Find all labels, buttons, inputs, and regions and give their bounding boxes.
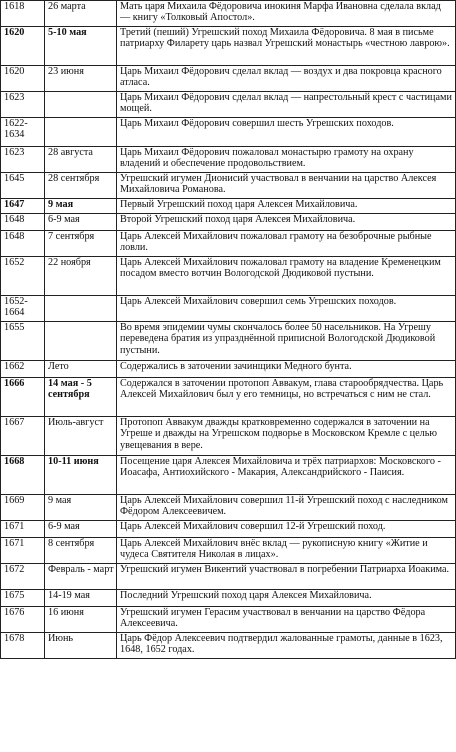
date-cell: 5-10 мая (45, 27, 117, 66)
year-cell: 1655 (1, 322, 45, 361)
event-cell: Первый Угрешский поход царя Алексея Михайловича. (117, 199, 456, 214)
event-cell: Царь Алексей Михайлович совершил 12-й Угрешский поход. (117, 521, 456, 538)
table-row (1, 538, 456, 564)
table-row (1, 173, 456, 199)
table-row (1, 361, 456, 378)
table-row (1, 456, 456, 495)
event-cell: Угрешский игумен Дионисий участвовал в венчании на царство Алексея Михайловича Романова. (117, 173, 456, 199)
event-cell: Царь Алексей Михайлович совершил семь Угрешских походов. (117, 296, 456, 322)
table-row (1, 27, 456, 66)
event-cell: Царь Фёдор Алексеевич подтвердил жалованные грамоты, данные в 1623, 1648, 1652 годах. (117, 633, 456, 659)
event-cell: Царь Алексей Михайлович внёс вклад — рукописную книгу «Житие и чудеса Святителя Николая в лицах». (117, 538, 456, 564)
date-cell: Лето (45, 361, 117, 378)
year-cell: 1676 (1, 607, 45, 633)
date-cell (45, 296, 117, 322)
year-cell: 1672 (1, 564, 45, 590)
year-cell: 1652-1664 (1, 296, 45, 322)
table-row (1, 118, 456, 147)
date-cell: Июль-август (45, 417, 117, 456)
event-cell: Последний Угрешский поход царя Алексея Михайловича. (117, 590, 456, 607)
event-cell: Царь Алексей Михайлович пожаловал грамоту на безоброчные рыбные ловли. (117, 231, 456, 257)
date-cell: 14-19 мая (45, 590, 117, 607)
year-cell: 1669 (1, 495, 45, 521)
year-cell: 1668 (1, 456, 45, 495)
table-row (1, 1, 456, 27)
date-cell (45, 92, 117, 118)
date-cell: Февраль - март (45, 564, 117, 590)
table-row (1, 92, 456, 118)
event-cell: Содержались в заточении зачинщики Медного бунта. (117, 361, 456, 378)
year-cell: 1623 (1, 92, 45, 118)
year-cell: 1645 (1, 173, 45, 199)
year-cell: 1667 (1, 417, 45, 456)
table-row (1, 296, 456, 322)
table-row (1, 521, 456, 538)
event-cell: Мать царя Михаила Фёдоровича инокиня Марфа Ивановна сделала вклад — книгу «Толковый Апостол». (117, 1, 456, 27)
date-cell (45, 118, 117, 147)
year-cell: 1671 (1, 521, 45, 538)
table-row (1, 147, 456, 173)
table-row (1, 378, 456, 417)
year-cell: 1620 (1, 27, 45, 66)
table-row (1, 607, 456, 633)
table-row (1, 257, 456, 296)
table-row (1, 66, 456, 92)
date-cell: 22 ноября (45, 257, 117, 296)
date-cell: 14 мая - 5 сентября (45, 378, 117, 417)
chronology-table-body (1, 1, 456, 659)
year-cell: 1666 (1, 378, 45, 417)
date-cell: 9 мая (45, 199, 117, 214)
date-cell: 23 июня (45, 66, 117, 92)
year-cell: 1618 (1, 1, 45, 27)
event-cell: Второй Угрешский поход царя Алексея Михайловича. (117, 214, 456, 231)
table-row (1, 417, 456, 456)
event-cell: Протопоп Аввакум дважды кратковременно содержался в заточении на Угреше и дважды на Угрешском подворье в Московском Кремле с целью увещевания в вере. (117, 417, 456, 456)
event-cell: Царь Михаил Фёдорович сделал вклад — воздух и два покровца красного атласа. (117, 66, 456, 92)
date-cell: 8 сентября (45, 538, 117, 564)
date-cell (45, 322, 117, 361)
year-cell: 1652 (1, 257, 45, 296)
event-cell: Царь Михаил Фёдорович совершил шесть Угрешских походов. (117, 118, 456, 147)
table-row (1, 322, 456, 361)
year-cell: 1662 (1, 361, 45, 378)
date-cell: 7 сентября (45, 231, 117, 257)
table-row (1, 633, 456, 659)
event-cell: Царь Михаил Фёдорович пожаловал монастырю грамоту на охрану владений и обеспечение продовольствием. (117, 147, 456, 173)
year-cell: 1648 (1, 231, 45, 257)
event-cell: Угрешский игумен Викентий участвовал в погребении Патриарха Иоакима. (117, 564, 456, 590)
date-cell: Июнь (45, 633, 117, 659)
year-cell: 1620 (1, 66, 45, 92)
date-cell: 10-11 июня (45, 456, 117, 495)
year-cell: 1623 (1, 147, 45, 173)
table-row (1, 495, 456, 521)
date-cell: 28 августа (45, 147, 117, 173)
event-cell: Угрешский игумен Герасим участвовал в венчании на царство Фёдора Алексеевича. (117, 607, 456, 633)
date-cell: 9 мая (45, 495, 117, 521)
date-cell: 6-9 мая (45, 214, 117, 231)
event-cell: Третий (пеший) Угрешский поход Михаила Фёдоровича. 8 мая в письме патриарху Филарету царь назвал Угрешский монастырь «честною лаврою». (117, 27, 456, 66)
table-row (1, 231, 456, 257)
table-row (1, 590, 456, 607)
table-row (1, 214, 456, 231)
date-cell: 16 июня (45, 607, 117, 633)
event-cell: Царь Михаил Фёдорович сделал вклад — напрестольный крест с частицами мощей. (117, 92, 456, 118)
year-cell: 1675 (1, 590, 45, 607)
event-cell: Царь Алексей Михайлович совершил 11-й Угрешский поход с наследником Фёдором Алексеевичем. (117, 495, 456, 521)
year-cell: 1671 (1, 538, 45, 564)
event-cell: Посещение царя Алексея Михайловича и трёх патриархов: Московского - Иоасафа, Антиохийского - Макария, Александрийского - Паисия. (117, 456, 456, 495)
date-cell: 6-9 мая (45, 521, 117, 538)
year-cell: 1622-1634 (1, 118, 45, 147)
year-cell: 1648 (1, 214, 45, 231)
event-cell: Во время эпидемии чумы скончалось более 50 насельников. На Угрешу переведена братия из упразднённой приписной Вологодской Дюдиковой пустыни. (117, 322, 456, 361)
table-row (1, 199, 456, 214)
event-cell: Содержался в заточении протопоп Аввакум, глава старообрядчества. Царь Алексей Михайлович был у его темницы, но встречаться с ним не стал. (117, 378, 456, 417)
table-row (1, 564, 456, 590)
date-cell: 26 марта (45, 1, 117, 27)
year-cell: 1678 (1, 633, 45, 659)
event-cell: Царь Алексей Михайлович пожаловал грамоту на владение Кременецким посадом вместо вотчин Вологодской Дюдиковой пустыни. (117, 257, 456, 296)
year-cell: 1647 (1, 199, 45, 214)
date-cell: 28 сентября (45, 173, 117, 199)
